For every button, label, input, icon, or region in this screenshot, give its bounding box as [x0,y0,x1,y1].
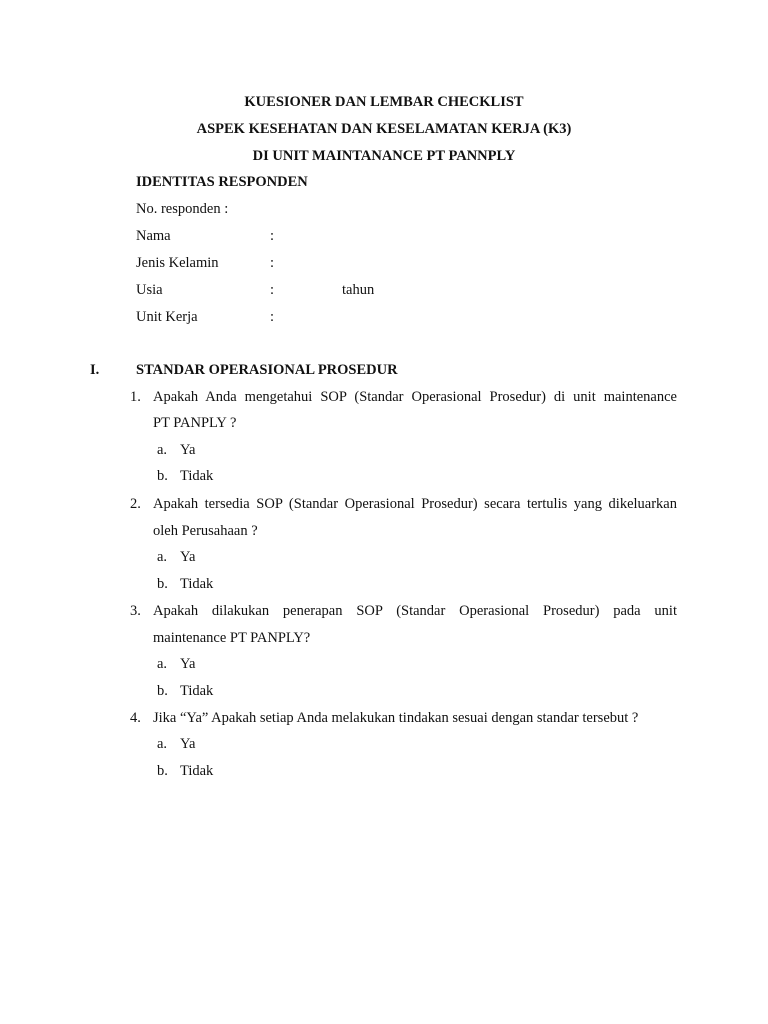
field-colon-nama: : [270,228,275,244]
question-number-3: 3. [130,603,141,619]
option-text: Tidak [180,576,214,592]
option-letter: b. [157,576,168,592]
section-roman-numeral: I. [90,362,100,378]
field-label-usia: Usia [136,282,163,298]
question-text-2-line-2: oleh Perusahaan ? [153,523,258,539]
question-number-4: 4. [130,710,141,726]
option-text: Ya [180,549,196,565]
option-text: Ya [180,656,196,672]
question-number-2: 2. [130,496,141,512]
question-text-2-line-1: Apakah tersedia SOP (Standar Operasional Prosedur) secara tertulis yang dikeluarkan [153,496,677,512]
option-text: Tidak [180,468,214,484]
option-letter: b. [157,763,168,779]
question-text-1-line-2: PT PANPLY ? [153,415,237,431]
option-letter: a. [157,656,168,672]
field-label-jenis-kelamin: Jenis Kelamin [136,255,219,271]
document-title-line-1: KUESIONER DAN LEMBAR CHECKLIST [244,94,524,110]
option-letter: b. [157,468,168,484]
option-text: Ya [180,736,196,752]
field-label-nama: Nama [136,228,171,244]
field-label-unit-kerja: Unit Kerja [136,309,198,325]
option-letter: b. [157,683,168,699]
option-text: Ya [180,442,196,458]
option-letter: a. [157,736,168,752]
question-text-4-line-1: Jika “Ya” Apakah setiap Anda melakukan tindakan sesuai dengan standar tersebut ? [153,710,639,726]
question-text-1-line-1: Apakah Anda mengetahui SOP (Standar Operasional Prosedur) di unit maintenance [153,389,677,405]
respondent-number-label: No. responden : [136,201,229,217]
document-title-line-2: ASPEK KESEHATAN DAN KESELAMATAN KERJA (K3) [196,121,572,137]
question-text-3-line-1: Apakah dilakukan penerapan SOP (Standar Operasional Prosedur) pada unit [153,603,677,619]
field-colon-usia: : [270,282,275,298]
option-letter: a. [157,549,168,565]
field-colon-unit-kerja: : [270,309,275,325]
field-colon-jenis-kelamin: : [270,255,275,271]
document-title-line-3: DI UNIT MAINTANANCE PT PANNPLY [252,148,516,164]
question-text-3-line-2: maintenance PT PANPLY? [153,630,311,646]
field-suffix-usia: tahun [342,282,375,298]
option-letter: a. [157,442,168,458]
section-title: STANDAR OPERASIONAL PROSEDUR [136,362,398,378]
option-text: Tidak [180,683,214,699]
identity-heading: IDENTITAS RESPONDEN [136,174,308,190]
question-number-1: 1. [130,389,141,405]
option-text: Tidak [180,763,214,779]
